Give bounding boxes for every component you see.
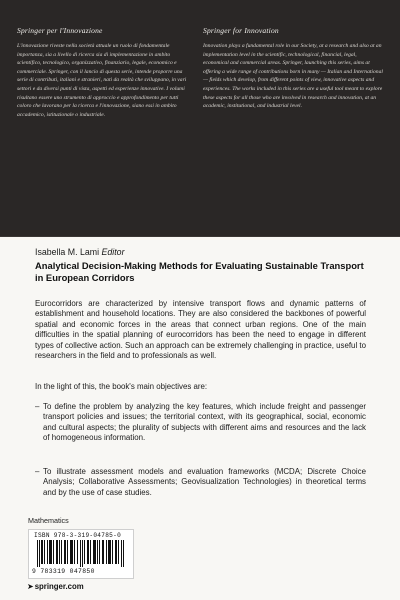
isbn-number: ISBN 978-3-319-04785-0 — [34, 532, 122, 539]
publisher-link[interactable] — [27, 582, 84, 591]
divider — [0, 236, 400, 237]
editor-name: Isabella M. Lami — [35, 247, 100, 257]
series-italian-text: L'innovazione riveste nella società attuale un ruolo di fondamentale importanza, sia a livello di ricerca sia di implementazione in ambito scientifico, tecnologico, organizzativo, finanziario, legale, economico e commerciale. Springer, con il lancio di questa serie, intende proporre una serie di contributi, italiani e stranieri, nati da realtà che sviluppano, in vari settori e da diversi punti di vista, aspetti ed esperienze innovative. I volumi risultano essere uno strumento di approccio e approfondimento per tutti coloro che lavorano per la ricerca e l'innovazione, siano essi in ambito accademico, istituzionale o industriale. — [17, 43, 187, 118]
list-item — [35, 402, 366, 444]
isbn-barcode — [28, 529, 134, 579]
editor-label: Editor — [101, 247, 125, 257]
book-title: Analytical Decision-Making Methods for Evaluating Sustainable Transport in European Corridors — [35, 260, 364, 283]
barcode-digits: 9 783319 047850 — [32, 568, 95, 575]
subject-category: Mathematics — [28, 516, 69, 525]
arrow-icon: ➤ — [27, 582, 34, 591]
series-english-text: Innovation plays a fundamental role in our Society, at a research and also at an implementation level in the scientific, technological, financial, legal, economical and commercial areas. Springer, launching this series, aims at offering a wide range of contributions born in many — Italian and International — fields which develop, from different points of view, innovative aspects and experiences. The works included in this series are a useful tool meant to explore these aspects for all those who are involved in research and innovation, at an academic, institutional, and industrial level. — [203, 43, 383, 110]
list-marker: – — [35, 467, 40, 476]
intro-paragraph: Eurocorridors are characterized by intensive transport flows and dynamic patterns of establishment and household locations. They are also considered the backbones of powerful spatial and economic forces in the areas that connect urban regions. One of the main difficulties in the spatial planning of eurocorridors has been the need to engage in different types of collective action. Such an approach can be extremely challenging in practice, useful to researchers in the field and to professionals as well. — [35, 299, 366, 361]
objective-text: To define the problem by analyzing the key features, which include freight and passenger transport policies and issues; the territorial context, with its geographical, social, economic and cultural aspects; the plurality of subjects with different aims and resources and the lack of homogeneous information. — [43, 402, 366, 443]
list-item — [35, 467, 366, 498]
list-marker: – — [35, 402, 40, 411]
series-italian-title: Springer per l'Innovazione — [17, 26, 103, 35]
barcode-icon — [37, 540, 125, 567]
series-english-title: Springer for Innovation — [203, 26, 279, 35]
objective-text: To illustrate assessment models and evaluation frameworks (MCDA; Discrete Choice Analysis; Collaborative Assessments; Geovisualization Technologies) in theoretical terms and by the use of case studies. — [43, 467, 366, 497]
publisher-url[interactable]: springer.com — [34, 582, 84, 591]
series-english — [203, 26, 383, 111]
editor-line — [35, 247, 125, 257]
series-band — [0, 0, 400, 236]
series-italian — [17, 26, 190, 119]
objectives-lead: In the light of this, the book's main objectives are: — [35, 382, 208, 391]
